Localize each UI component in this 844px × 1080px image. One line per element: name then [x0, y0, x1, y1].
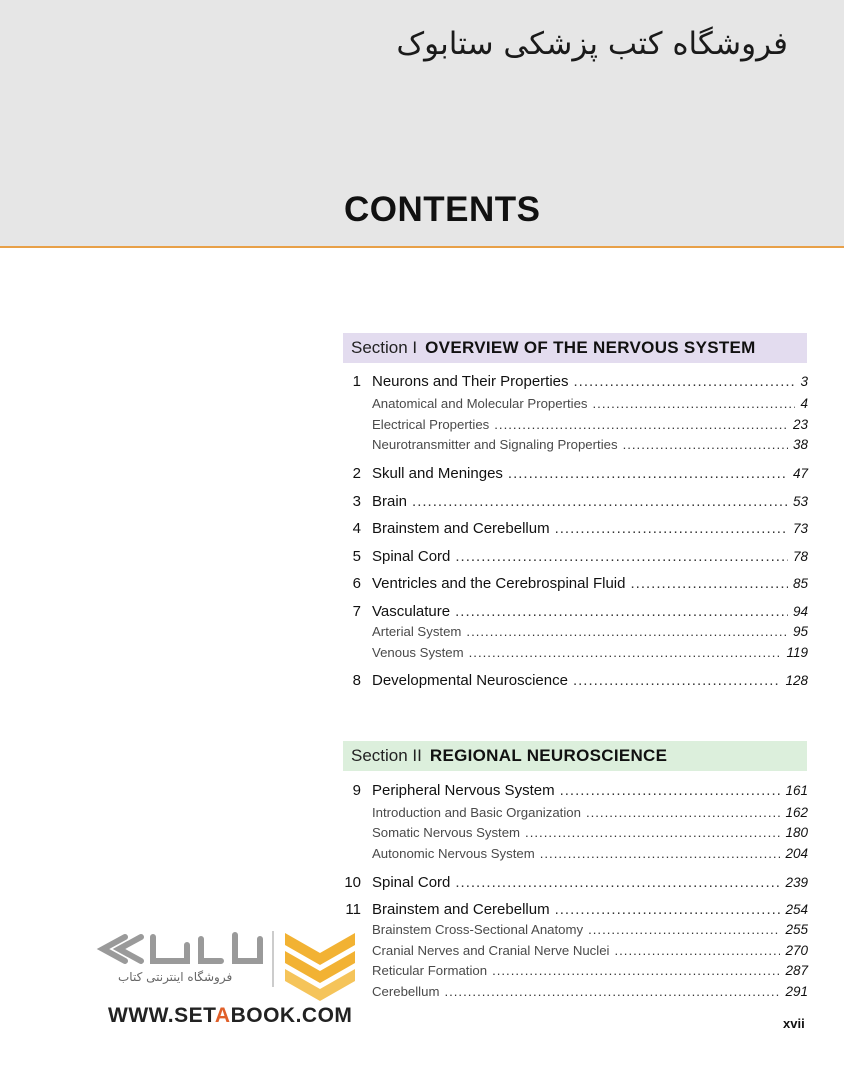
toc-subentry	[343, 417, 808, 439]
chapter-number: 2	[352, 465, 361, 482]
entry-page: 287	[785, 963, 808, 978]
leader-dots	[492, 963, 780, 978]
leader-dots	[560, 782, 781, 799]
entry-title: Peripheral Nervous System	[372, 782, 555, 799]
leader-dots	[444, 984, 780, 999]
toc-subentry	[343, 805, 808, 827]
leader-dots	[614, 943, 780, 958]
entry-title: Electrical Properties	[372, 417, 490, 432]
toc-subentry	[343, 846, 808, 868]
toc-chapter-entry	[343, 782, 808, 804]
toc-subentry	[343, 645, 808, 667]
toc-chapter-entry	[343, 575, 808, 597]
entry-page: 254	[785, 902, 808, 917]
entry-title: Arterial System	[372, 624, 462, 639]
store-title: فروشگاه کتب پزشکی ستابوک	[396, 26, 788, 62]
page-number: xvii	[783, 1016, 805, 1031]
toc-chapter-entry	[343, 465, 808, 487]
toc-subentry	[343, 396, 808, 418]
leader-dots	[455, 874, 780, 891]
entry-page: 270	[785, 943, 808, 958]
entry-title: Developmental Neuroscience	[372, 672, 568, 689]
chapter-number: 4	[352, 520, 361, 537]
leader-dots	[455, 548, 788, 565]
leader-dots	[540, 846, 781, 861]
entry-title: Brainstem and Cerebellum	[372, 520, 550, 537]
entry-page: 78	[792, 549, 808, 564]
entry-page: 180	[785, 825, 808, 840]
entry-title: Somatic Nervous System	[372, 825, 521, 840]
entry-title: Neurons and Their Properties	[372, 373, 569, 390]
entry-page: 73	[792, 521, 808, 536]
entry-title: Brainstem and Cerebellum	[372, 901, 550, 918]
chapter-number: 6	[352, 575, 361, 592]
logo-url: WWW.SETABOOK.COM	[108, 1004, 353, 1027]
leader-dots	[412, 493, 788, 510]
chapter-number: 8	[352, 672, 361, 689]
section-label: Section II	[351, 746, 422, 765]
entry-page: 291	[785, 984, 808, 999]
toc-subentry	[343, 943, 808, 965]
entry-page: 38	[792, 437, 808, 452]
leader-dots	[573, 672, 781, 689]
entry-title: Venous System	[372, 645, 464, 660]
entry-page: 204	[785, 846, 808, 861]
entry-page: 85	[792, 576, 808, 591]
entry-page: 161	[785, 783, 808, 798]
chapter-number: 10	[344, 874, 361, 891]
entry-page: 255	[785, 922, 808, 937]
entry-title: Brain	[372, 493, 408, 510]
entry-title: Reticular Formation	[372, 963, 488, 978]
logo-tagline: فروشگاه اینترنتی کتاب	[118, 970, 233, 984]
entry-page: 23	[792, 417, 808, 432]
entry-title: Spinal Cord	[372, 548, 451, 565]
leader-dots	[494, 417, 788, 432]
leader-dots	[469, 645, 782, 660]
entry-title: Vasculature	[372, 603, 451, 620]
leader-dots	[555, 901, 781, 918]
section-label: Section I	[351, 338, 418, 357]
entry-page: 119	[786, 645, 808, 660]
logo-wordmark-icon	[103, 935, 260, 961]
leader-dots	[555, 520, 788, 537]
leader-dots	[630, 575, 787, 592]
toc-chapter-entry	[343, 493, 808, 515]
entry-page: 53	[792, 494, 808, 509]
leader-dots	[586, 805, 781, 820]
toc-chapter-entry	[343, 373, 808, 395]
entry-title: Brainstem Cross-Sectional Anatomy	[372, 922, 584, 937]
entry-title: Autonomic Nervous System	[372, 846, 535, 861]
entry-title: Introduction and Basic Organization	[372, 805, 581, 820]
chapter-number: 3	[352, 493, 361, 510]
section-title: OVERVIEW OF THE NERVOUS SYSTEM	[425, 338, 756, 357]
chapter-number: 9	[352, 782, 361, 799]
toc-subentry	[343, 922, 808, 944]
toc-subentry	[343, 963, 808, 985]
chapter-number: 11	[345, 901, 361, 918]
logo-chevron-icon	[285, 933, 355, 1001]
entry-title: Cranial Nerves and Cranial Nerve Nuclei	[372, 943, 610, 958]
entry-title: Skull and Meninges	[372, 465, 503, 482]
chapter-number: 7	[352, 603, 361, 620]
chapter-number: 5	[352, 548, 361, 565]
toc-subentry	[343, 984, 808, 1006]
toc-subentry	[343, 624, 808, 646]
toc-subentry	[343, 437, 808, 459]
toc-chapter-entry	[343, 672, 808, 694]
toc-chapter-entry	[343, 874, 808, 896]
entry-page: 4	[800, 396, 808, 411]
entry-page: 95	[792, 624, 808, 639]
entry-title: Cerebellum	[372, 984, 440, 999]
toc-subentry	[343, 825, 808, 847]
toc-chapter-entry	[343, 603, 808, 625]
toc-chapter-entry	[343, 901, 808, 923]
toc-chapter-entry	[343, 548, 808, 570]
contents-heading: CONTENTS	[344, 190, 541, 229]
entry-page: 239	[785, 875, 808, 890]
leader-dots	[466, 624, 788, 639]
entry-page: 94	[792, 604, 808, 619]
leader-dots	[574, 373, 796, 390]
leader-dots	[525, 825, 780, 840]
entry-title: Anatomical and Molecular Properties	[372, 396, 588, 411]
entry-page: 47	[792, 466, 808, 481]
leader-dots	[588, 922, 780, 937]
entry-page: 128	[785, 673, 808, 688]
entry-title: Neurotransmitter and Signaling Properties	[372, 437, 618, 452]
entry-page: 3	[800, 374, 808, 389]
toc-chapter-entry	[343, 520, 808, 542]
chapter-number: 1	[352, 373, 361, 390]
page-header	[0, 0, 844, 248]
leader-dots	[455, 603, 788, 620]
leader-dots	[623, 437, 788, 452]
entry-title: Ventricles and the Cerebrospinal Fluid	[372, 575, 626, 592]
entry-title: Spinal Cord	[372, 874, 451, 891]
leader-dots	[593, 396, 796, 411]
entry-page: 162	[785, 805, 808, 820]
section-title: REGIONAL NEUROSCIENCE	[429, 746, 668, 765]
section-header-2	[343, 741, 807, 771]
section-header-1	[343, 333, 807, 363]
leader-dots	[508, 465, 788, 482]
